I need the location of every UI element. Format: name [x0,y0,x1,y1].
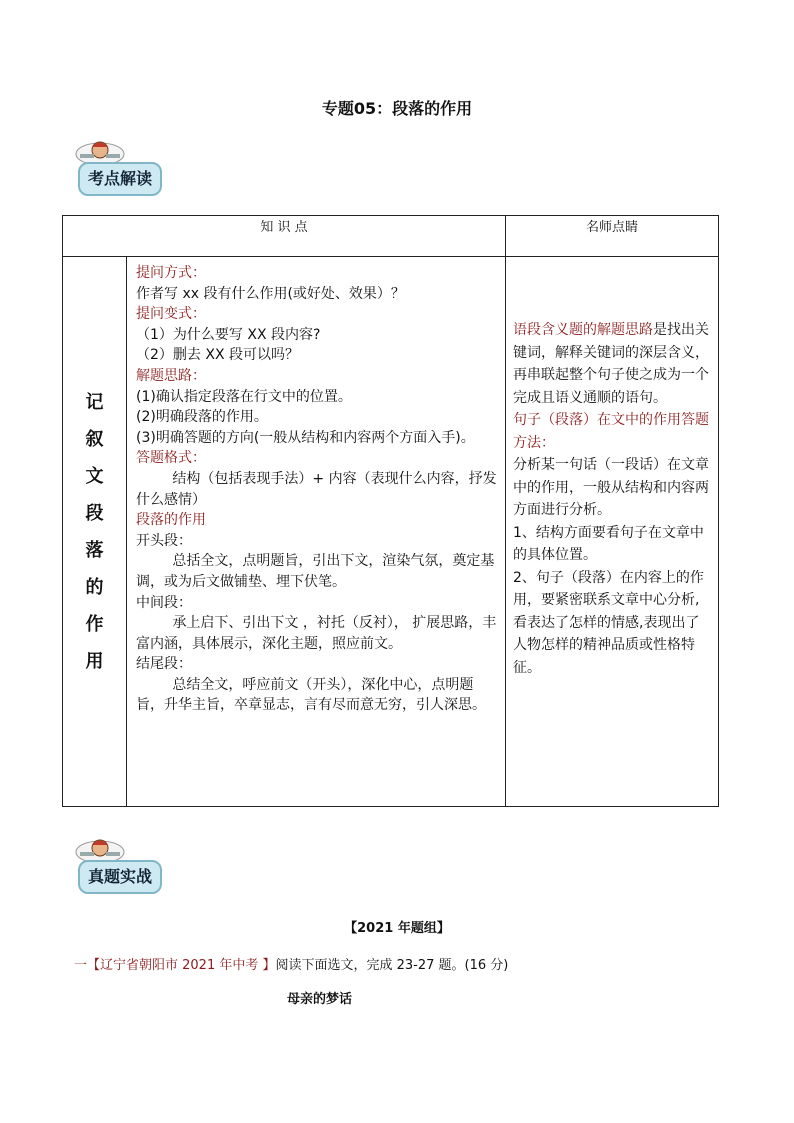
page-title: 专题05：段落的作用 [321,99,473,118]
question-line [74,954,508,973]
section-badge-zhenti [66,836,176,896]
group-title: 【2021 年题组】 [344,921,450,936]
story-title: 母亲的梦话 [287,992,353,1007]
side-label-char: 段 [85,502,104,524]
tip-p2: 句子（段落）在文中的作用答题方法： [513,412,709,451]
header-knowledge: 知 识 点 [63,216,506,257]
format-text: 结构（包括表现手法）+ 内容（表现什么内容，抒发什么感情） [136,470,497,508]
side-label-char: 记 [85,391,104,413]
middle-text: 承上启下、引出下文 ，衬托（反衬）， 扩展思路，丰富内涵，具体展示，深化主题，照应前文。 [136,615,497,652]
tip-p1-red: 语段含义题的解题思路 [513,322,653,338]
table-row [63,257,719,807]
header-tips: 名师点睛 [506,216,719,257]
thinking-1: (1)确认指定段落在行文中的位置。 [136,388,352,405]
question-text: 阅读下面选文，完成 23-27 题。(16 分) [275,958,509,973]
ask-way-label: 提问方式： [136,265,206,281]
section-label: 考点解读 [78,162,162,196]
side-label-char: 落 [85,539,104,561]
tip-p1 [513,319,712,409]
tip-p1-text: 是找出关键词，解释关键词的深层含义，再串联起整个句子使之成为一个完成且语义通顺的语句。 [513,322,709,406]
table-header-row [63,216,719,257]
middle-label: 中间段： [136,594,192,611]
side-label-char: 用 [85,650,104,672]
end-label: 结尾段： [136,656,192,673]
tips-cell [506,257,719,807]
side-label-cell [63,257,127,807]
thinking-3: (3)明确答题的方向(一般从结构和内容两个方面入手)。 [136,429,475,446]
tip-p3: 分析某一句话（一段话）在文章中的作用，一般从结构和内容两方面进行分析。 [513,457,709,518]
end-text: 总结全文，呼应前文（开头），深化中心，点明题旨，升华主旨，卒章显志，言有尽而意无穷，引人深思。 [136,676,486,714]
knowledge-cell [127,257,506,807]
tip-p5: 2、句子（段落）在内容上的作用，要紧密联系文章中心分析,看表达了怎样的情感,表现出了人物怎样的精神品质或性格特征。 [513,569,704,676]
side-label [86,384,104,680]
section-badge-kaodian [66,138,176,198]
variant-2: （2）删去 XX 段可以吗？ [136,347,299,364]
thinking-2: (2)明确段落的作用。 [136,409,268,426]
tip-p4: 1、结构方面要看句子在文章中的具体位置。 [513,524,704,563]
variant-label: 提问变式： [136,306,206,323]
question-source: 一【辽宁省朝阳市 2021 年中考 】 [74,958,276,973]
open-label: 开头段： [136,532,192,549]
side-label-char: 的 [85,576,104,598]
side-label-char: 作 [85,613,104,635]
open-text: 总括全文，点明题旨，引出下文，渲染气氛，奠定基调，或为后文做铺垫、埋下伏笔。 [136,553,495,590]
variant-1: （1）为什么要写 XX 段内容? [136,326,321,343]
side-label-char: 文 [85,465,104,487]
knowledge-table [62,215,719,807]
thinking-label: 解题思路： [136,367,206,384]
role-label: 段落的作用 [136,512,206,529]
side-label-char: 叙 [85,428,104,450]
ask-way: 作者写 xx 段有什么作用(或好处、效果）？ [136,285,405,302]
section-label: 真题实战 [78,860,162,894]
format-label: 答题格式： [136,450,206,467]
